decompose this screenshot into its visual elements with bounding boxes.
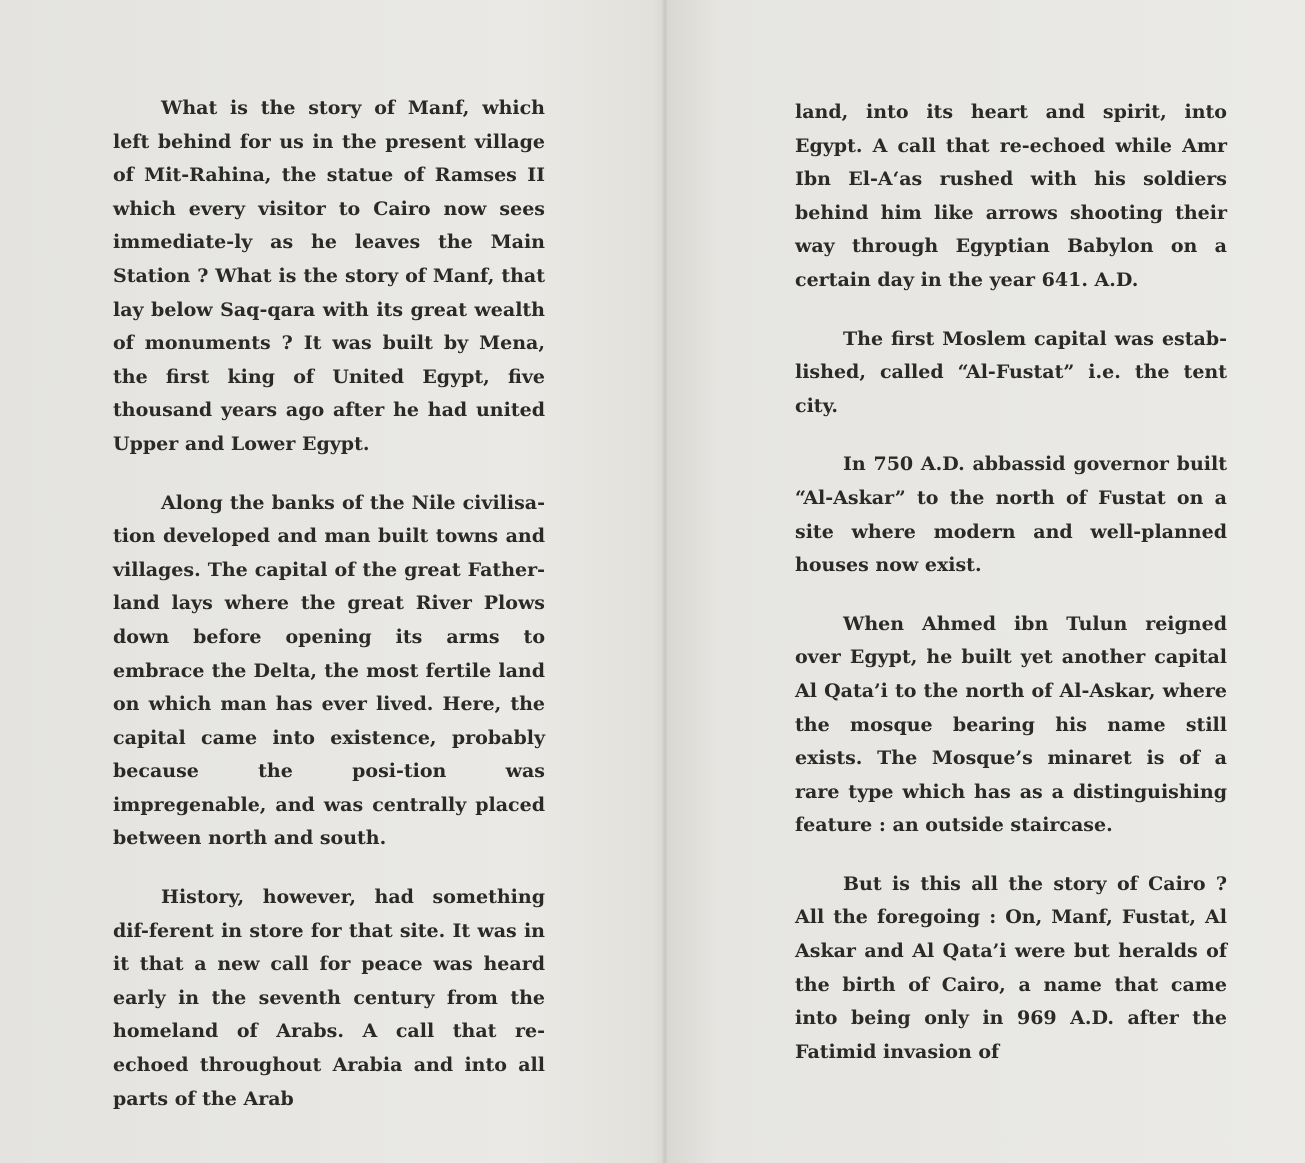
right-paragraph-1: land, into its heart and spirit, into Egypt. A call that re-echoed while Amr Ibn El-A‘as rushed with his soldiers behind him like arrows shooting their way through Egyptian Babylon on a certain day in the year 641. A.D. — [795, 101, 1227, 291]
right-paragraph-4: When Ahmed ibn Tulun reigned over Egypt, he built yet another capital Al Qata’i to the north of Al-Askar, where the mosque bearing his name still exists. The Mosque’s minaret is of a rare type which has as a distinguishing feature : an outside staircase. — [795, 612, 1227, 837]
left-paragraph-1: What is the story of Manf, which left behind for us in the present village of Mit-Rahina, the statue of Ramses II which every visitor to Cairo now sees immediate-ly as he leaves the Main Station ? What is the story of Manf, that lay below Saq-qara with its great wealth of monuments ? It was built by Mena, the first king of United Egypt, five thousand years ago after he had united Upper and Lower Egypt. — [113, 97, 545, 455]
left-paragraph-3: History, however, had something dif-ferent in store for that site. It was in it that a new call for peace was heard early in the seventh century from the homeland of Arabs. A call that re-echoed throughout Arabia and into all parts of the Arab — [113, 886, 545, 1110]
left-paragraph-2: Along the banks of the Nile civilisa-tion developed and man built towns and villages. The capital of the great Father-land lays where the great River Plows down before opening its arms to embrace the Delta, the most fertile land on which man has ever lived. Here, the capital came into existence, probably because the posi-tion was impregenable, and was centrally placed between north and south. — [113, 491, 545, 850]
right-paragraph-5: But is this all the story of Cairo ? All the foregoing : On, Manf, Fustat, Al Askar and Al Qata’i were but heralds of the birth of Cairo, a name that came into being only in 969 A.D. after the Fatimid invasion of — [795, 872, 1227, 1063]
right-paragraph-2: The first Moslem capital was estab-lished, called “Al-Fustat” i.e. the tent city. — [795, 327, 1227, 417]
right-page — [795, 96, 1227, 1094]
left-page — [113, 92, 545, 1141]
book-gutter — [662, 0, 668, 1163]
right-paragraph-3: In 750 A.D. abbassid governor built “Al-Askar” to the north of Fustat on a site where modern and well-planned houses now exist. — [795, 453, 1227, 577]
